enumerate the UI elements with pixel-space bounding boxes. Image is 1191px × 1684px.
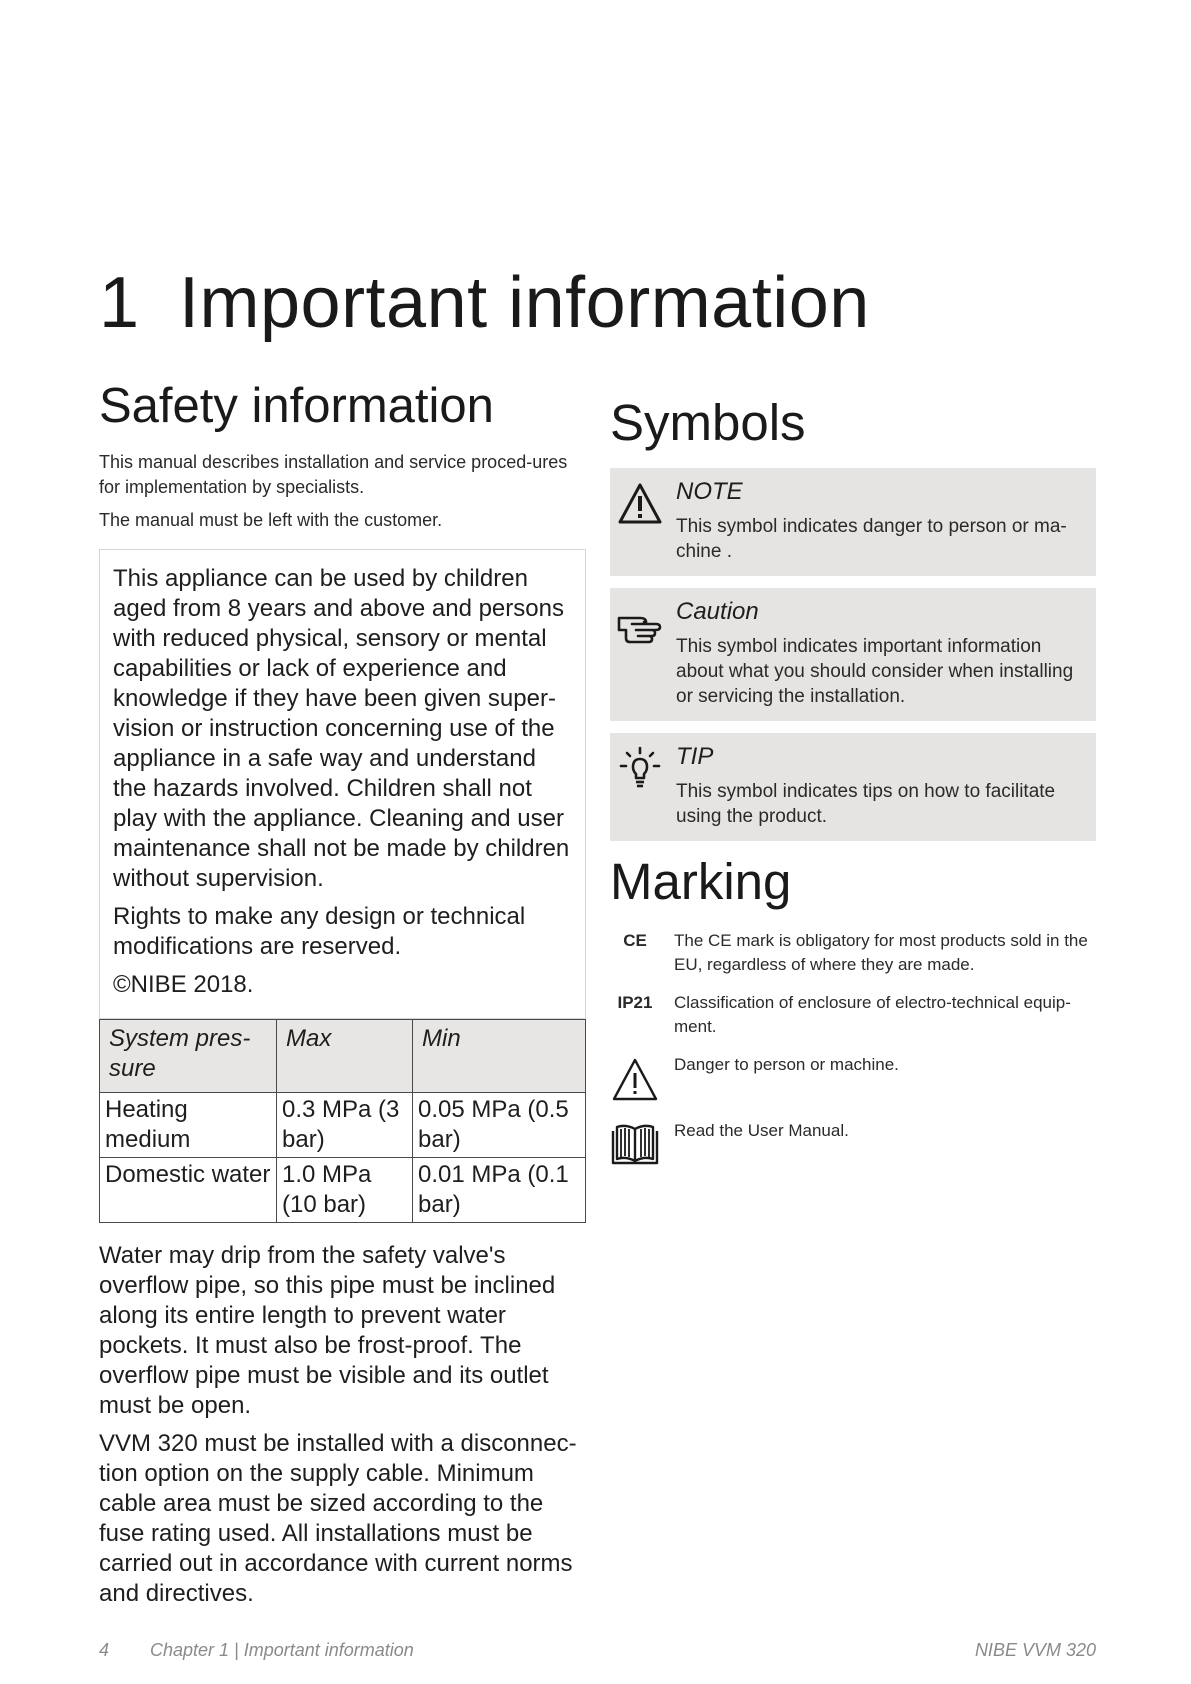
marking-ce-row	[610, 929, 1096, 977]
chapter-number: 1	[99, 263, 140, 343]
intro-paragraph-2: The manual must be left with the customer.	[99, 510, 443, 530]
table-header-cell: System pres-sure	[100, 1020, 277, 1093]
table-header-cell: Min	[413, 1020, 586, 1093]
right-column	[610, 384, 1096, 1175]
marking-text: The CE mark is obligatory for most products sold in the EU, regardless of where they are made.	[674, 931, 1088, 974]
symbol-title: NOTE	[676, 478, 743, 505]
table-cell-max: 0.3 MPa (3 bar)	[277, 1093, 413, 1158]
book-icon	[610, 1121, 660, 1169]
table-cell-label: Heating medium	[100, 1093, 277, 1158]
intro-paragraph-1: This manual describes installation and service proced-ures for implementation by specialists.	[99, 452, 568, 497]
symbol-title: TIP	[676, 743, 714, 770]
table-row	[100, 1093, 586, 1158]
table-cell-min: 0.05 MPa (0.5 bar)	[413, 1093, 586, 1158]
warning-triangle-icon	[616, 480, 664, 528]
footer-chapter-label: Chapter 1 | Important information	[150, 1640, 414, 1660]
overflow-pipe-paragraph: Water may drip from the safety valve's overflow pipe, so this pipe must be inclined along its entire length to prevent water pockets. It must also be frost-proof. The overflow pipe must be visible and its outlet must be open.	[99, 1242, 556, 1419]
supply-cable-paragraph: VVM 320 must be installed with a disconnec-tion option on the supply cable. Minimum cable area must be sized according to the fuse rating used. All installations must be carried out in accordance with current norms and directives.	[99, 1430, 577, 1607]
marking-ip21-row	[610, 991, 1096, 1039]
footer-product-name: NIBE VVM 320	[974, 1640, 1096, 1660]
symbol-text: This symbol indicates danger to person or ma-chine .	[676, 516, 1067, 562]
table-cell-min: 0.01 MPa (0.1 bar)	[413, 1158, 586, 1223]
pointing-hand-icon	[616, 600, 664, 648]
ce-mark-code: CE	[623, 931, 647, 950]
table-header-cell: Max	[277, 1020, 413, 1093]
table-cell-max: 1.0 MPa (10 bar)	[277, 1158, 413, 1223]
marking-heading: Marking	[610, 853, 792, 910]
copyright-paragraph: ©NIBE 2018.	[113, 971, 254, 998]
symbols-heading: Symbols	[610, 394, 806, 451]
warning-triangle-icon	[610, 1055, 660, 1103]
symbol-title: Caution	[676, 598, 759, 625]
marking-danger-row	[610, 1053, 1096, 1109]
symbol-caution-box	[610, 588, 1096, 721]
table-row	[100, 1158, 586, 1223]
pressure-table	[99, 1019, 586, 1223]
marking-text: Read the User Manual.	[674, 1121, 849, 1140]
symbol-note-box	[610, 468, 1096, 576]
marking-text: Classification of enclosure of electro-technical equip-ment.	[674, 993, 1071, 1036]
table-cell-label: Domestic water	[100, 1158, 277, 1223]
symbol-tip-box	[610, 733, 1096, 841]
safety-notice-paragraph: This appliance can be used by children aged from 8 years and above and persons with reduced physical, sensory or mental capabilities or lack of experience and knowledge if they have been given super-vision or instruction concerning use of the appliance in a safe way and understand the hazards involved. Children shall not play with the appliance. Cleaning and user maintenance shall not be made by children without supervision.	[113, 565, 570, 892]
symbol-text: This symbol indicates tips on how to facilitate using the product.	[676, 781, 1056, 827]
table-header-row	[100, 1020, 586, 1093]
symbol-text: This symbol indicates important information about what you should consider when installing or servicing the installation.	[676, 636, 1074, 707]
lightbulb-icon	[616, 745, 664, 793]
ip21-mark-code: IP21	[617, 993, 653, 1012]
safety-heading: Safety information	[99, 379, 494, 433]
marking-manual-row	[610, 1119, 1096, 1175]
marking-text: Danger to person or machine.	[674, 1055, 899, 1074]
footer-page-number: 4	[99, 1640, 110, 1660]
safety-notice-box	[99, 549, 586, 1019]
chapter-title-text: Important information	[179, 263, 870, 343]
chapter-title	[99, 262, 870, 344]
rights-paragraph: Rights to make any design or technical modifications are reserved.	[113, 903, 526, 960]
left-column	[99, 378, 586, 1617]
